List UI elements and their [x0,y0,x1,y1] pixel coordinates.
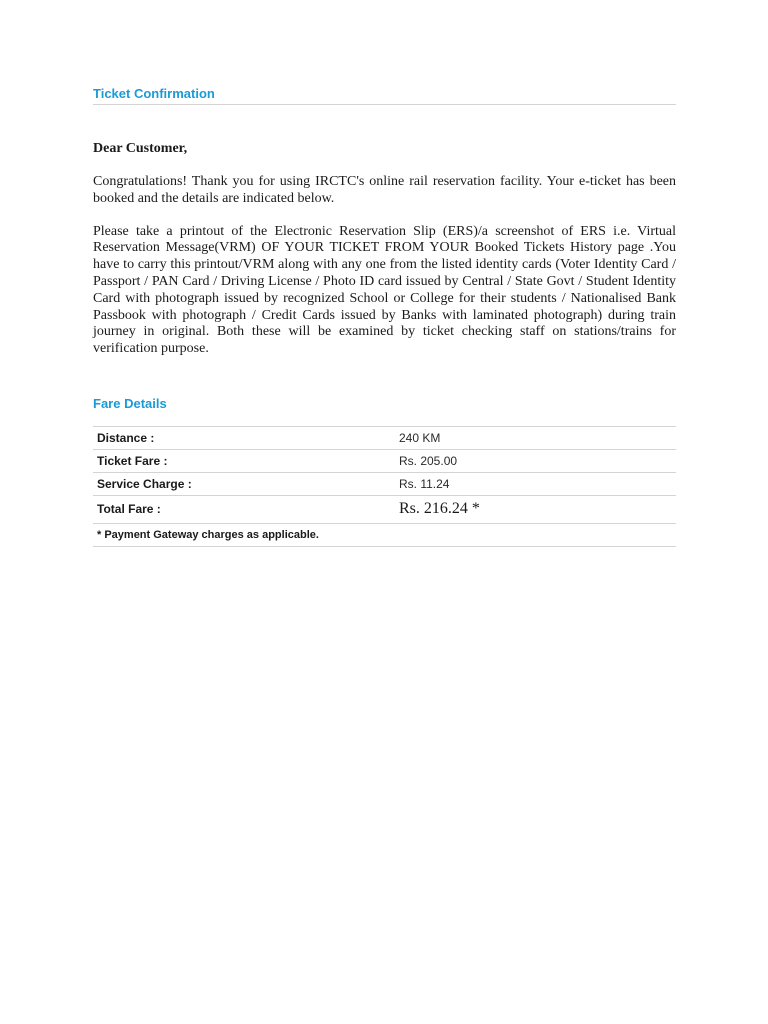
greeting: Dear Customer, [93,141,188,156]
ticket-confirmation-document [93,86,676,547]
fare-row-distance [93,426,676,449]
instructions-paragraph: Please take a printout of the Electronic Reservation Slip (ERS)/a screenshot of ERS i.e. Virtual Reservation Message(VRM) OF YOUR TICKET FROM YOUR Booked Tickets History page .You have to carry this printout/VRM along with any one from the listed identity cards (Voter Identity Card / Passport / PAN Card / Driving License / Photo ID card issued by Central / State Govt / Student Identity Card with photograph issued by recognized School or College for their students / Nationalised Bank Passbook with photograph / Credit Cards issued by Banks with laminated photograph) during train journey in original. Both these will be examined by ticket checking staff on stations/trains for verification purpose. [93,223,676,357]
fare-row-ticket-fare [93,449,676,472]
fare-label: Ticket Fare : [93,449,395,472]
fare-row-service-charge [93,472,676,495]
fare-label: Service Charge : [93,472,395,495]
fare-note-row [93,523,676,546]
fare-value: 240 KM [395,426,676,449]
congratulations-paragraph: Congratulations! Thank you for using IRCTC's online rail reservation facility. Your e-ticket has been booked and the details are indicated below. [93,174,676,206]
fare-details-title: Fare Details [93,395,167,411]
ticket-confirmation-title: Ticket Confirmation [93,86,215,101]
fare-label: Total Fare : [93,495,395,523]
payment-gateway-note: * Payment Gateway charges as applicable. [93,523,676,546]
title-divider [93,104,676,105]
fare-details-table [93,426,676,547]
fare-row-total [93,495,676,523]
total-fare-value: Rs. 216.24 * [395,495,676,523]
fare-value: Rs. 11.24 [395,472,676,495]
fare-label: Distance : [93,426,395,449]
fare-value: Rs. 205.00 [395,449,676,472]
